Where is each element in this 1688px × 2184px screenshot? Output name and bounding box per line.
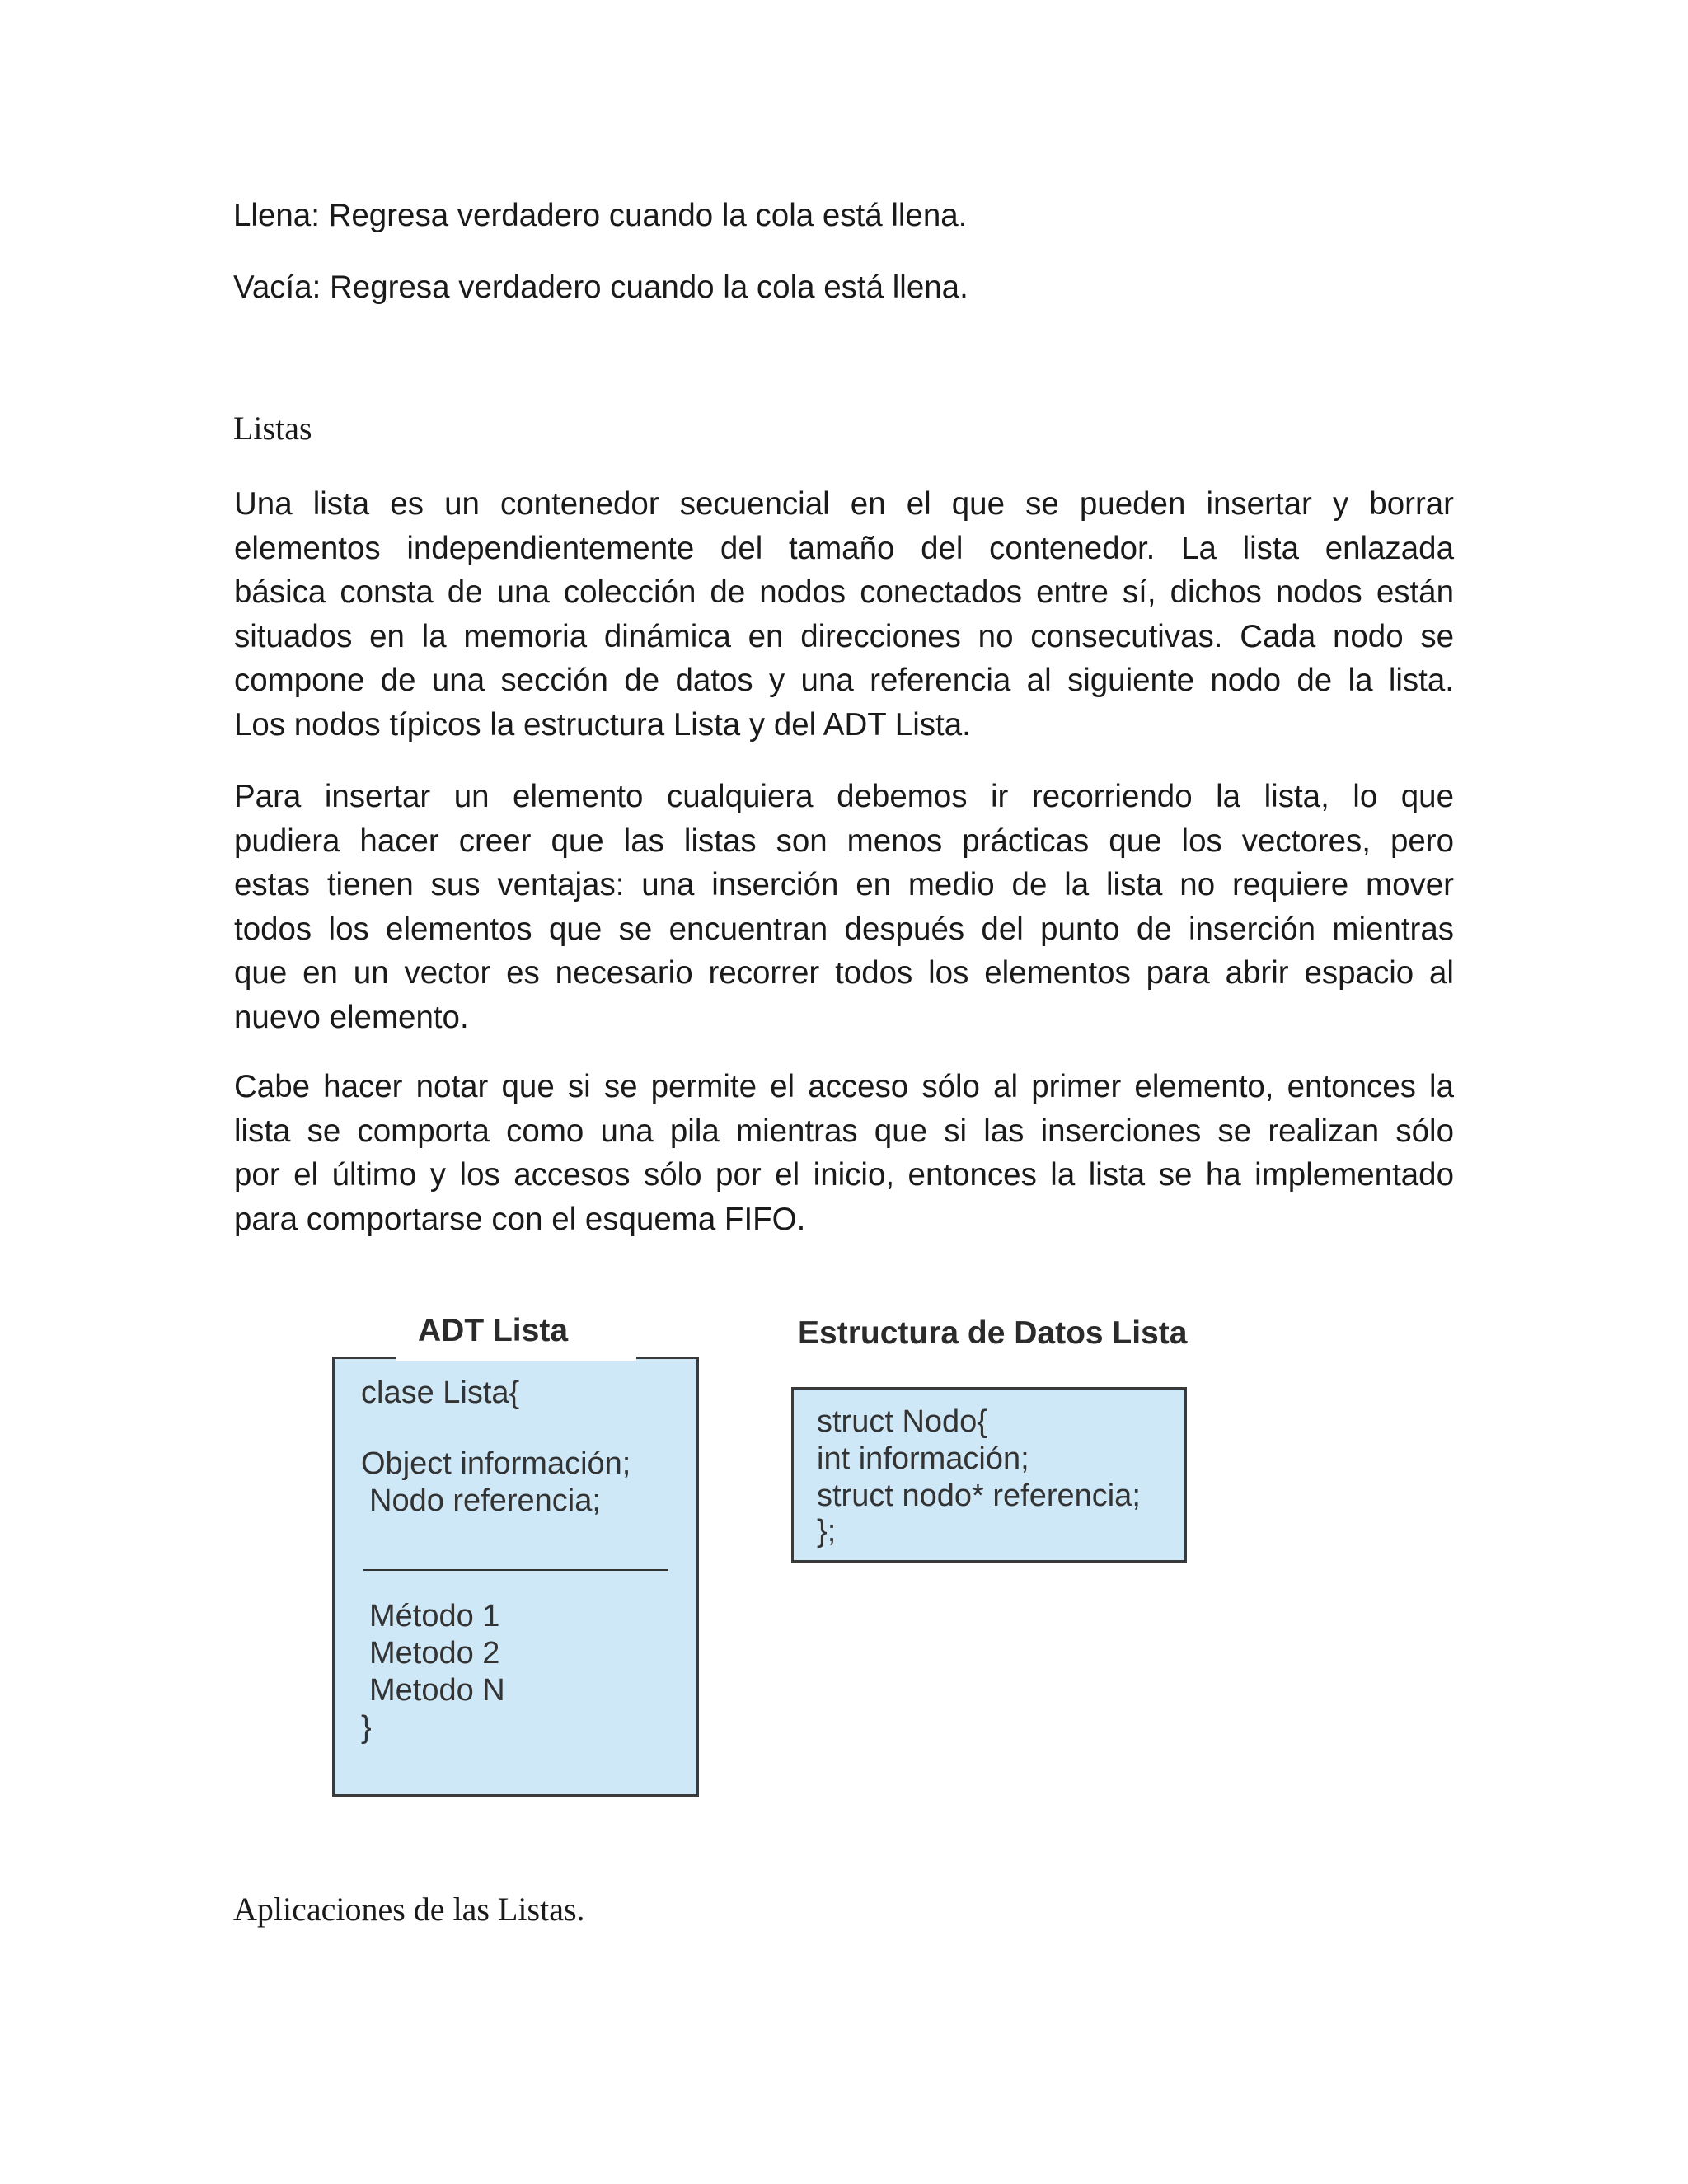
paragraph-line: elementos independientemente del tamaño del contenedor. La lista enlazada (234, 530, 1454, 566)
paragraph-line: que en un vector es necesario recorrer todos los elementos para abrir espacio al (234, 955, 1454, 991)
struct-line-3: struct nodo* referencia; (817, 1479, 1141, 1513)
paragraph-line: compone de una sección de datos y una referencia al siguiente nodo de la lista. (234, 663, 1454, 698)
paragraph-line: Los nodos típicos la estructura Lista y del ADT Lista. (234, 706, 971, 743)
section-heading: Listas (233, 410, 312, 447)
struct-box (791, 1387, 1187, 1563)
paragraph-line: básica consta de una colección de nodos conectados entre sí, dichos nodos están (234, 574, 1454, 610)
paragraph-line: situados en la memoria dinámica en direcciones no consecutivas. Cada nodo se (234, 618, 1454, 654)
footer-heading: Aplicaciones de las Listas. (233, 1891, 585, 1928)
adt-method-2: Metodo 2 (369, 1636, 500, 1671)
paragraph-2 (234, 775, 1454, 1039)
adt-class-close: } (361, 1710, 372, 1745)
adt-field-2: Nodo referencia; (369, 1483, 601, 1518)
struct-title: Estructura de Datos Lista (798, 1315, 1188, 1351)
adt-box (332, 1357, 699, 1797)
text-llena: Llena: Regresa verdadero cuando la cola está llena. (233, 198, 968, 233)
paragraph-line: por el último y los accesos sólo por el inicio, entonces la lista se ha implementado (234, 1157, 1454, 1193)
text-vacia: Vacía: Regresa verdadero cuando la cola está llena. (233, 269, 968, 305)
struct-line-1: struct Nodo{ (817, 1404, 987, 1439)
paragraph-line: Cabe hacer notar que si se permite el acceso sólo al primer elemento, entonces la (234, 1069, 1454, 1104)
paragraph-3 (234, 1065, 1454, 1241)
paragraph-line: Una lista es un contenedor secuencial en el que se pueden insertar y borrar (234, 486, 1454, 522)
paragraph-line: Para insertar un elemento cualquiera debemos ir recorriendo la lista, lo que (234, 779, 1454, 814)
paragraph-1 (234, 482, 1454, 747)
adt-method-1: Método 1 (369, 1599, 500, 1633)
struct-line-2: int información; (817, 1441, 1029, 1476)
adt-title: ADT Lista (418, 1313, 569, 1348)
adt-class-open: clase Lista{ (361, 1376, 520, 1410)
paragraph-line: todos los elementos que se encuentran después del punto de inserción mientras (234, 911, 1454, 947)
adt-divider (363, 1569, 668, 1571)
paragraph-line: lista se comporta como una pila mientras que si las inserciones se realizan sólo (234, 1113, 1454, 1149)
paragraph-line: estas tienen sus ventajas: una inserción en medio de la lista no requiere mover (234, 867, 1454, 902)
paragraph-line: para comportarse con el esquema FIFO. (234, 1201, 806, 1237)
paragraph-line: pudiera hacer creer que las listas son menos prácticas que los vectores, pero (234, 823, 1454, 859)
adt-title-gap (396, 1352, 636, 1361)
adt-field-1: Object información; (361, 1446, 631, 1481)
adt-method-n: Metodo N (369, 1673, 505, 1708)
paragraph-line: nuevo elemento. (234, 999, 469, 1035)
struct-line-4: }; (817, 1514, 837, 1549)
